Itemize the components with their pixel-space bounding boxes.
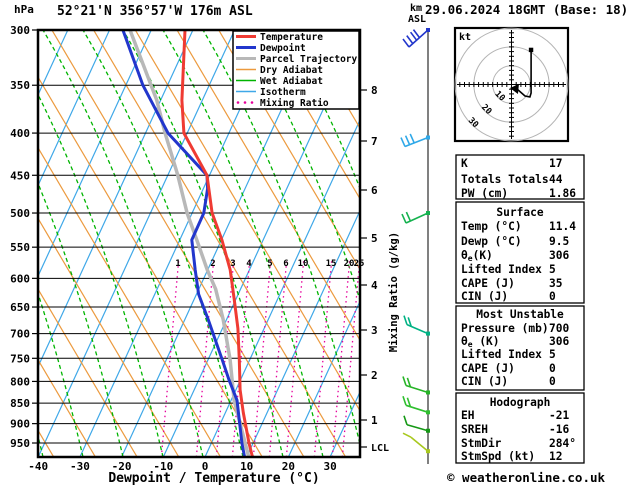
stat-label: CAPE (J) [461, 362, 515, 375]
wind-barb-feather [404, 316, 407, 325]
temp-tick-label: 20 [281, 460, 296, 473]
wind-barb-shaft [406, 405, 428, 412]
legend-label: Isotherm [260, 87, 306, 98]
mixing-ratio-value: 5 [267, 259, 273, 269]
wind-barb [403, 376, 430, 394]
hodograph [455, 28, 568, 141]
wind-barb-feather [403, 433, 411, 437]
stat-value: 306 [549, 335, 570, 348]
mixing-ratio-value: 4 [246, 259, 252, 269]
mixing-ratio-value: 15 [325, 259, 337, 269]
stat-value: 700 [549, 322, 570, 335]
stat-value: 5 [549, 263, 556, 276]
mixing-ratio-value: 2 [210, 259, 216, 269]
legend-label: Temperature [260, 32, 323, 43]
temp-tick-label: -10 [153, 460, 174, 473]
wind-barb-feather [404, 416, 407, 425]
pressure-tick-label: 700 [10, 327, 30, 341]
stat-value: 306 [549, 249, 570, 262]
hodograph-ring-label: 20 [479, 102, 494, 117]
temp-tick-label: 0 [201, 460, 209, 473]
legend-swatch-dot [244, 101, 247, 104]
mixing-ratio-axis-title: Mixing Ratio (g/kg) [388, 231, 400, 353]
wind-barb-feather [410, 134, 414, 143]
pressure-tick-label: 650 [10, 301, 30, 315]
alt-unit-asl: ASL [408, 14, 427, 25]
stat-label: K [461, 157, 468, 170]
datetime-label: 29.06.2024 18GMT (Base: 18) [425, 2, 629, 17]
km-tick-label: 6 [371, 184, 378, 197]
hodograph-ring-label: 30 [465, 115, 481, 131]
stat-label: Temp (°C) [461, 220, 522, 233]
stat-value: 11.4 [549, 220, 576, 233]
wind-barb [403, 28, 430, 47]
stat-label: EH [461, 409, 475, 422]
pressure-tick-label: 800 [10, 375, 30, 389]
wind-barb-feather [407, 36, 413, 44]
temp-tick-label: -20 [111, 460, 132, 473]
legend-swatch-dot [237, 101, 240, 104]
temp-tick-label: 10 [240, 460, 254, 473]
legend-label: Dewpoint [260, 43, 306, 54]
temp-tick-label: -30 [69, 460, 90, 473]
stat-value: 12 [549, 450, 563, 463]
stat-value: 17 [549, 157, 563, 170]
wind-barb [404, 416, 430, 433]
pressure-tick-label: 950 [10, 437, 30, 451]
stat-label: CIN (J) [461, 375, 509, 388]
legend-label: Wet Adiabat [260, 76, 323, 87]
stats-section-title: Hodograph [489, 396, 551, 409]
temp-axis-title: Dewpoint / Temperature (°C) [108, 471, 320, 486]
temp-tick-label: -40 [28, 460, 49, 473]
mixing-ratio-value: 25 [353, 259, 365, 269]
km-tick-label: 7 [371, 135, 378, 148]
legend-swatch-dot [251, 101, 254, 104]
wind-barb [403, 396, 430, 414]
stat-value: 0 [549, 375, 556, 388]
stat-value: 44 [549, 173, 563, 186]
wind-barb [404, 316, 430, 336]
chart-title: 52°21'N 356°57'W 176m ASL [57, 4, 253, 19]
stat-label: Lifted Index [461, 263, 542, 276]
stats-section-title: Most Unstable [476, 308, 564, 321]
mixing-ratio-value: 3 [230, 259, 236, 269]
stat-label: θe (K) [461, 335, 500, 349]
stat-label: StmDir [461, 437, 502, 450]
wind-barb-feather [402, 214, 406, 223]
km-tick-label: 4 [371, 279, 378, 292]
hodograph-unit-label: kt [459, 32, 472, 43]
pressure-tick-label: 500 [10, 207, 30, 221]
mixing-ratio-value: 20 [343, 259, 355, 269]
stat-value: 9.5 [549, 235, 570, 248]
stat-value: 0 [549, 290, 556, 303]
wind-barb [402, 211, 430, 223]
stat-value: 284° [549, 437, 576, 450]
stats-table [456, 155, 584, 463]
stat-value: 0 [549, 362, 556, 375]
stat-value: 5 [549, 348, 556, 361]
mixing-ratio-value: 6 [283, 259, 289, 269]
wind-barb-shaft [407, 425, 428, 431]
km-tick-label: 5 [371, 232, 378, 245]
wind-barb-feather [403, 396, 406, 405]
wind-barb [403, 433, 430, 453]
wind-barb-shaft [407, 325, 428, 334]
stat-label: CAPE (J) [461, 277, 515, 290]
km-tick-label: 1 [371, 414, 378, 427]
pressure-tick-label: 350 [10, 79, 30, 93]
stat-label: Dewp (°C) [461, 235, 522, 248]
stat-label: PW (cm) [461, 187, 509, 200]
alt-unit-km: km [410, 3, 423, 14]
pressure-tick-label: 450 [10, 169, 30, 183]
wind-barb [401, 134, 430, 147]
mixing-ratio-value: 1 [175, 259, 181, 269]
wind-barb-feather [401, 138, 405, 147]
wind-barb-feather [406, 136, 410, 145]
stat-value: 35 [549, 277, 563, 290]
km-tick-label: 8 [371, 84, 378, 97]
stat-label: Lifted Index [461, 348, 542, 361]
hodograph-ring-label: 10 [492, 89, 507, 104]
pressure-tick-label: 900 [10, 417, 30, 431]
stats-section-title: Surface [496, 206, 544, 219]
wind-barb-shaft [411, 437, 428, 451]
wind-barb-shaft [406, 385, 428, 392]
pressure-tick-label: 400 [10, 127, 30, 141]
stat-label: θe(K) [461, 249, 493, 263]
pressure-tick-label: 750 [10, 352, 30, 366]
lcl-label: LCL [371, 443, 390, 454]
stat-value: -21 [549, 409, 570, 422]
stat-label: StmSpd (kt) [461, 450, 536, 463]
pressure-tick-label: 300 [10, 24, 30, 37]
pressure-unit-label: hPa [14, 3, 34, 16]
legend-label: Mixing Ratio [260, 98, 329, 109]
pressure-tick-label: 600 [10, 272, 30, 286]
wind-barb-feather [403, 376, 406, 385]
stat-label: CIN (J) [461, 290, 509, 303]
hodograph-top-marker [529, 48, 533, 52]
km-tick-label: 3 [371, 324, 378, 337]
temp-tick-label: 30 [323, 460, 337, 473]
stat-value: -16 [549, 423, 570, 436]
pressure-tick-label: 850 [10, 397, 30, 411]
legend-label: Dry Adiabat [260, 65, 323, 76]
footer-credit: © weatheronline.co.uk [447, 470, 606, 485]
stat-label: Totals Totals [461, 173, 549, 186]
km-tick-label: 2 [371, 369, 378, 382]
stat-label: Pressure (mb) [461, 322, 549, 335]
pressure-tick-label: 550 [10, 241, 30, 255]
stat-value: 1.86 [549, 187, 576, 200]
stat-label: SREH [461, 423, 488, 436]
wind-barb-feather [403, 39, 409, 47]
mixing-ratio-value: 10 [297, 259, 309, 269]
wind-barb-feather [406, 212, 410, 221]
legend-label: Parcel Trajectory [260, 54, 358, 65]
